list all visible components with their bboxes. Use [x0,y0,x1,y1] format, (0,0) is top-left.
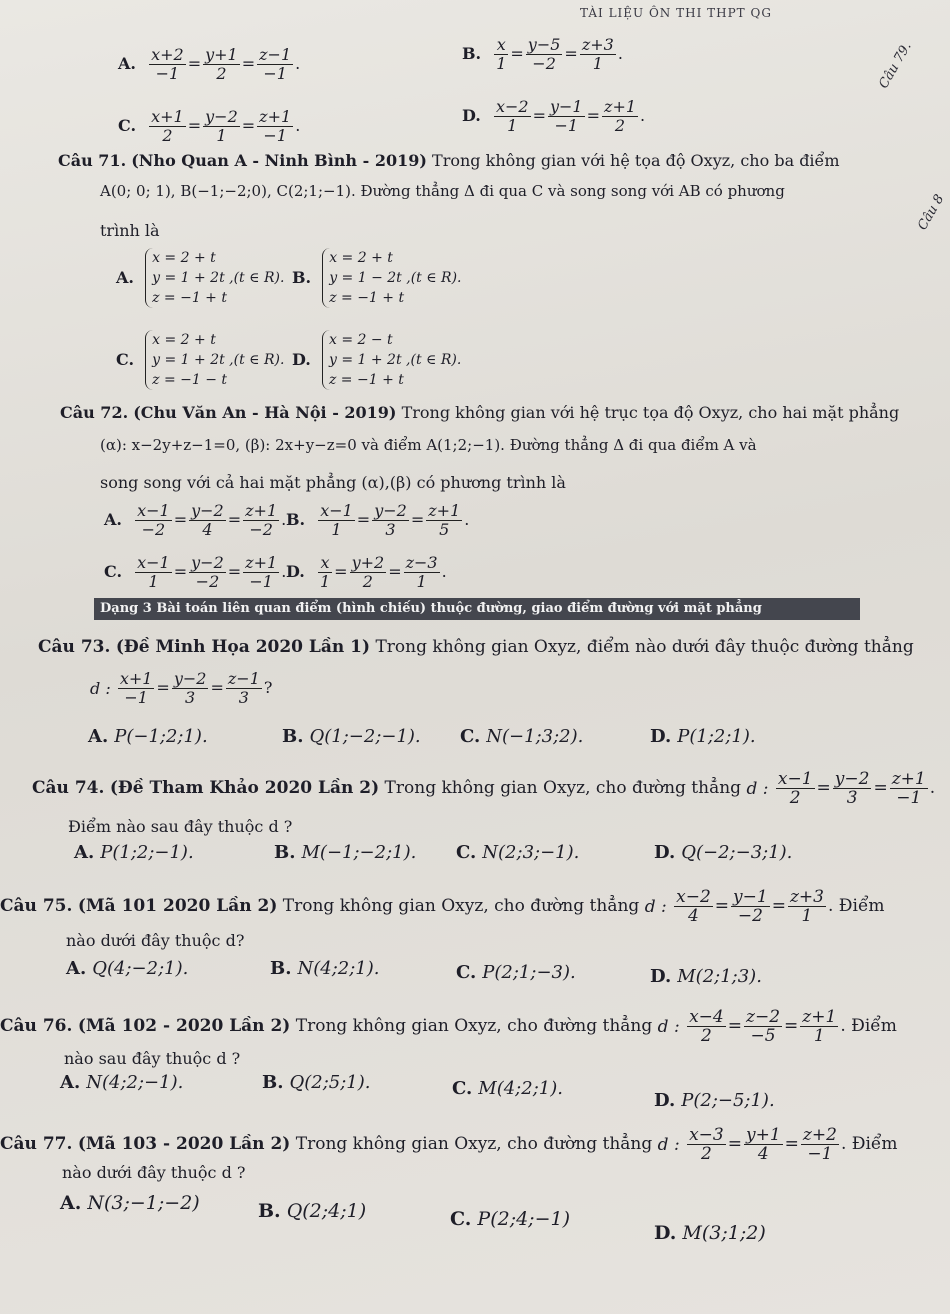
q74-option-d[interactable]: D. Q(−2;−3;1). [654,842,793,863]
top-option-d[interactable]: D. $\frac{x-2}{1}$ = $\frac{y-1}{-1}$ = $\frac{z+1}{2}$ . [462,97,646,135]
q76-line1: Câu 76. (Mã 102 - 2020 Lần 2) Trong không gian Oxyz, cho đường thẳng d : $\frac{x-4}{2}$ = $\frac{z-2}{-5}$ = $\frac{z+1}{1}$ . Điểm [0,1007,897,1046]
q74-line1: Câu 74. (Đề Tham Khảo 2020 Lần 2) Trong không gian Oxyz, cho đường thẳng d : $\frac{x-1}{2}$ = $\frac{y-2}{3}$ = $\frac{z+1}{-1}$ . [32,769,936,808]
top-option-b[interactable]: B. $\frac{x}{1}$ = $\frac{y-5}{-2}$ = $\frac{z+3}{1}$ . [462,35,623,73]
q76-option-c[interactable]: C. M(4;2;1). [452,1078,563,1099]
q75-line2: nào dưới đây thuộc d? [66,931,245,950]
q74-option-c[interactable]: C. N(2;3;−1). [456,842,580,863]
q77-line1: Câu 77. (Mã 103 - 2020 Lần 2) Trong không gian Oxyz, cho đường thẳng d : $\frac{x-3}{2}$ = $\frac{y+1}{4}$ = $\frac{z+2}{-1}$ . Điểm [0,1125,898,1164]
top-option-a[interactable]: A. $\frac{x+2}{-1}$ = $\frac{y+1}{2}$ = $\frac{z-1}{-1}$ . [118,45,301,83]
q71-option-c[interactable]: C. x = 2 + t y = 1 + 2t ,(t ∈ R). z = −1 − t [116,332,285,388]
q72-option-a[interactable]: A. $\frac{x-1}{-2}$ = $\frac{y-2}{4}$ = $\frac{z+1}{-2}$ . [104,501,287,539]
q73-line-equation: d : $\frac{x+1}{-1}$ = $\frac{y-2}{3}$ = $\frac{z-1}{3}$ ? [90,669,273,707]
q72-option-d[interactable]: D. $\frac{x}{1}$ = $\frac{y+2}{2}$ = $\frac{z-3}{1}$ . [286,553,447,591]
q72-option-c[interactable]: C. $\frac{x-1}{1}$ = $\frac{y-2}{-2}$ = $\frac{z+1}{-1}$ . [104,553,287,591]
q77-option-d[interactable]: D. M(3;1;2) [654,1222,766,1244]
q75-option-d[interactable]: D. M(2;1;3). [650,966,762,987]
q77-option-c[interactable]: C. P(2;4;−1) [450,1208,571,1230]
q74-line2: Điểm nào sau đây thuộc d ? [68,817,293,836]
q75-option-c[interactable]: C. P(2;1;−3). [456,962,576,983]
q75-option-b[interactable]: B. N(4;2;1). [270,958,380,979]
q72-line3: song song với cả hai mặt phẳng (α),(β) có phương trình là [100,473,566,492]
q71-line1: Câu 71. (Nho Quan A - Ninh Bình - 2019) Trong không gian với hệ tọa độ Oxyz, cho ba điểm [58,151,840,170]
q76-option-a[interactable]: A. N(4;2;−1). [60,1072,184,1093]
section-banner: Dạng 3 Bài toán liên quan điểm (hình chiếu) thuộc đường, giao điểm đường với mặt phẳng [94,598,860,620]
q73-option-d[interactable]: D. P(1;2;1). [650,726,756,747]
q75-line1: Câu 75. (Mã 101 2020 Lần 2) Trong không gian Oxyz, cho đường thẳng d : $\frac{x-2}{4}$ = $\frac{y-1}{-2}$ = $\frac{z+3}{1}$ . Điểm [0,887,885,926]
q72-line2: (α): x−2y+z−1=0, (β): 2x+y−z=0 và điểm A(1;2;−1). Đường thẳng Δ đi qua điểm A và [100,436,757,454]
q73-option-b[interactable]: B. Q(1;−2;−1). [282,726,421,747]
q72-line1: Câu 72. (Chu Văn An - Hà Nội - 2019) Trong không gian với hệ trục tọa độ Oxyz, cho hai mặt phẳng [60,403,900,422]
q74-option-a[interactable]: A. P(1;2;−1). [74,842,194,863]
q76-option-d[interactable]: D. P(2;−5;1). [654,1090,775,1111]
q71-line3: trình là [100,221,160,240]
q77-line2: nào dưới đây thuộc d ? [62,1163,246,1182]
q77-option-a[interactable]: A. N(3;−1;−2) [60,1192,200,1214]
q72-option-b[interactable]: B. $\frac{x-1}{1}$ = $\frac{y-2}{3}$ = $\frac{z+1}{5}$ . [286,501,470,539]
q73-option-c[interactable]: C. N(−1;3;2). [460,726,584,747]
q76-line2: nào sau đây thuộc d ? [64,1049,241,1068]
side-label-q79: Câu 79. [876,39,915,92]
q71-line2: A(0; 0; 1), B(−1;−2;0), C(2;1;−1). Đường thẳng Δ đi qua C và song song với AB có phương [100,182,785,200]
q74-option-b[interactable]: B. M(−1;−2;1). [274,842,417,863]
top-option-c[interactable]: C. $\frac{x+1}{2}$ = $\frac{y-2}{1}$ = $\frac{z+1}{-1}$ . [118,107,301,145]
q73-line1: Câu 73. (Đề Minh Họa 2020 Lần 1) Trong không gian Oxyz, điểm nào dưới đây thuộc đường thẳng [38,637,914,657]
q71-option-b[interactable]: B. x = 2 + t y = 1 − 2t ,(t ∈ R). z = −1 + t [292,250,462,306]
q75-option-a[interactable]: A. Q(4;−2;1). [66,958,189,979]
side-label-q8: Câu 8 [915,192,948,233]
page-header: TÀI LIỆU ÔN THI THPT QG [580,6,772,20]
q73-option-a[interactable]: A. P(−1;2;1). [88,726,208,747]
q76-option-b[interactable]: B. Q(2;5;1). [262,1072,371,1093]
q71-option-a[interactable]: A. x = 2 + t y = 1 + 2t ,(t ∈ R). z = −1 + t [116,250,285,306]
q71-option-d[interactable]: D. x = 2 − t y = 1 + 2t ,(t ∈ R). z = −1 + t [292,332,462,388]
q77-option-b[interactable]: B. Q(2;4;1) [258,1200,367,1222]
